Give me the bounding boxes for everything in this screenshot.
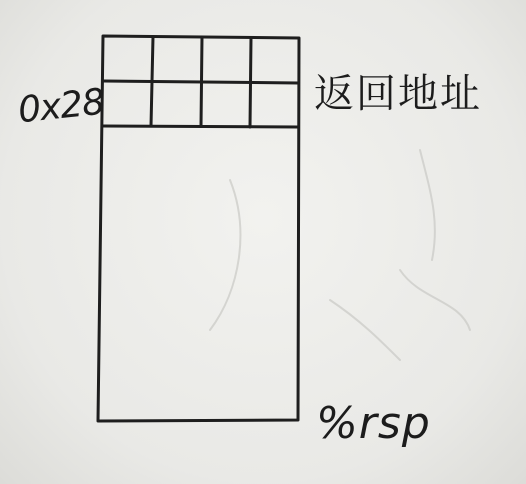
stack-pointer-label: %rsp (316, 398, 431, 449)
cell-divider-2 (201, 37, 202, 126)
address-label: 0x28 (16, 81, 106, 132)
cell-divider-3 (250, 38, 251, 127)
stack-frame (98, 36, 299, 421)
cell-divider-1 (151, 37, 153, 126)
return-address-label: 返回地址 (314, 71, 482, 117)
paper-show-through (210, 150, 470, 360)
